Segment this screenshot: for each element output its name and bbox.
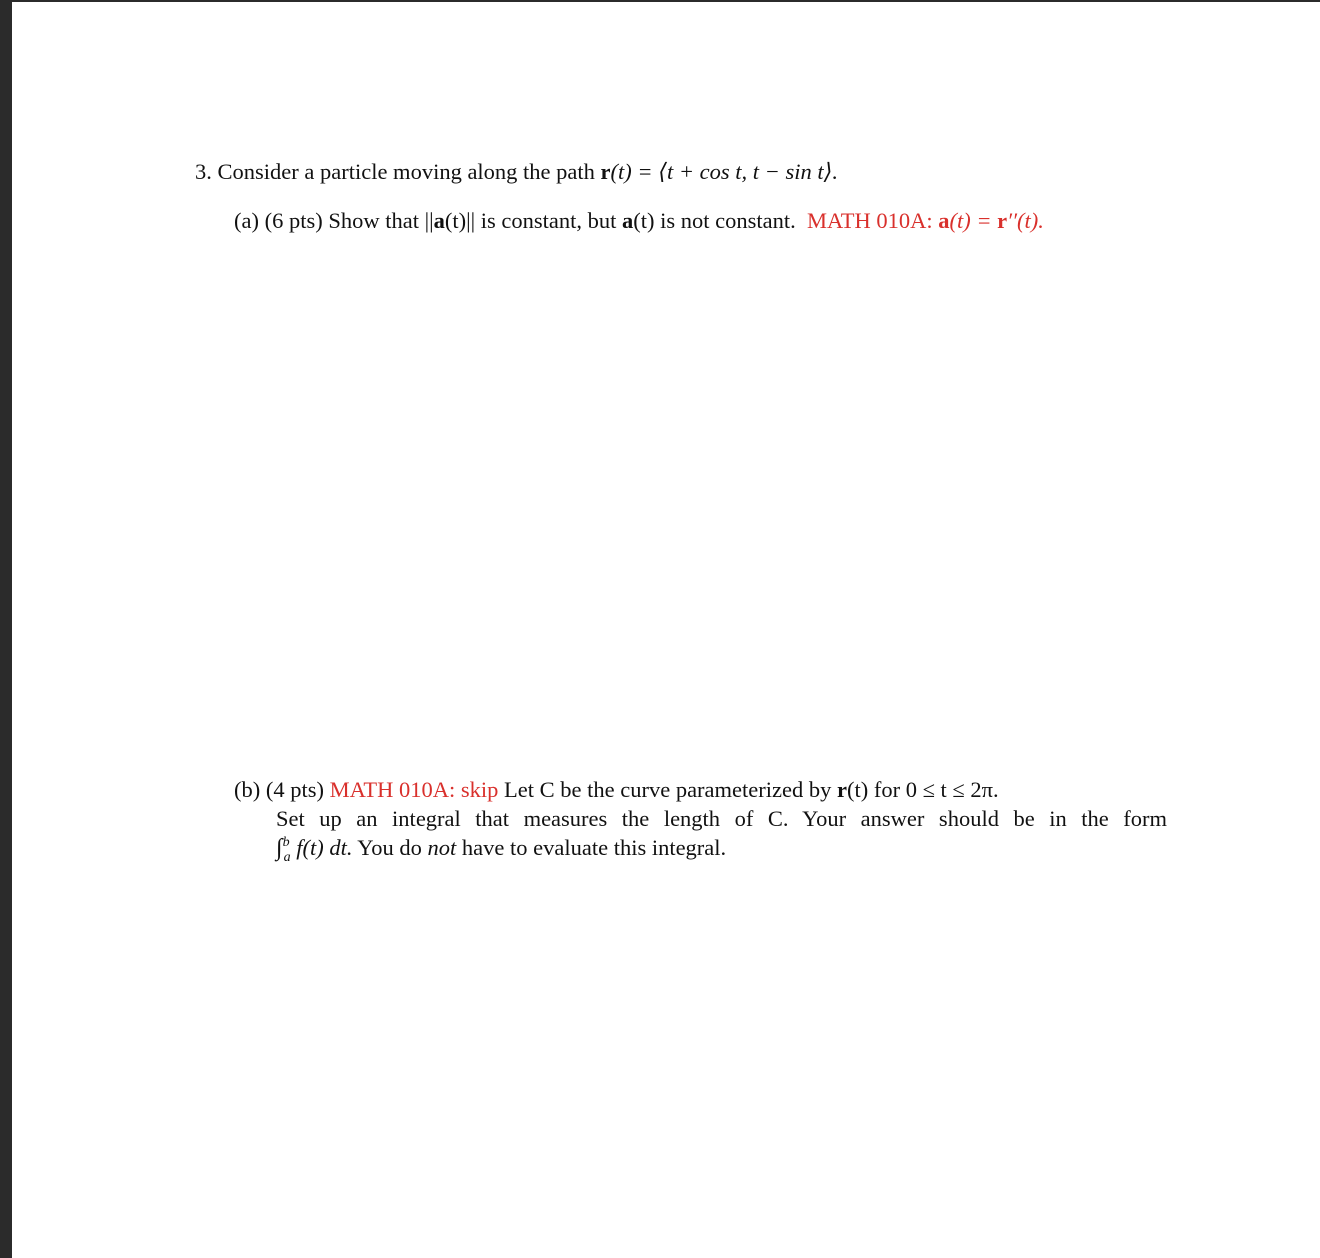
integral-symbol: ∫ — [276, 835, 283, 861]
part-b-line3-post: have to evaluate this integral. — [461, 835, 727, 860]
part-b-line-1 — [234, 776, 999, 804]
part-b-line1-text: Let C be the curve parameterized by — [504, 777, 832, 802]
part-a-note-prefix: MATH 010A: — [806, 208, 933, 233]
part-a-note-eq: (t) = — [949, 208, 998, 233]
part-b-line1-tail: (t) for 0 ≤ t ≤ 2π. — [846, 777, 999, 802]
part-a-a-symbol-2: a — [622, 208, 634, 233]
part-a-mid: (t)|| is constant, but — [444, 208, 617, 233]
document-page — [12, 2, 1320, 1258]
part-a — [234, 207, 1044, 235]
part-b-line3-pre: You do — [357, 835, 422, 860]
part-a-label: (a) — [234, 208, 259, 233]
part-a-points: (6 pts) Show that || — [264, 208, 434, 233]
part-b-line3-em: not — [427, 835, 457, 860]
part-a-note-r: r — [997, 208, 1008, 233]
part-a-a-symbol: a — [433, 208, 445, 233]
integral-upper-limit: b — [282, 835, 290, 850]
path-formula: (t) = ⟨t + cos t, t − sin t⟩. — [610, 159, 839, 184]
path-r-symbol: r — [600, 159, 611, 184]
part-b-line-3 — [276, 834, 726, 866]
part-b-note: MATH 010A: skip — [329, 777, 499, 802]
part-b-r-symbol: r — [836, 777, 847, 802]
integrand: f(t) dt. — [296, 835, 353, 860]
part-a-note — [801, 208, 1044, 233]
part-b-label: (b) — [234, 777, 261, 802]
part-b-points: (4 pts) — [265, 777, 324, 802]
part-b-line-2: Set up an integral that measures the length of C. Your answer should be in the form — [276, 806, 1167, 831]
problem-number: 3. — [195, 159, 212, 184]
part-a-note-a: a — [938, 208, 950, 233]
part-a-end: (t) is not constant. — [633, 208, 796, 233]
problem-intro: Consider a particle moving along the path — [217, 159, 595, 184]
part-a-note-tail: ′′(t). — [1007, 208, 1044, 233]
problem-statement — [195, 158, 838, 186]
integral-lower-limit: a — [283, 850, 291, 865]
